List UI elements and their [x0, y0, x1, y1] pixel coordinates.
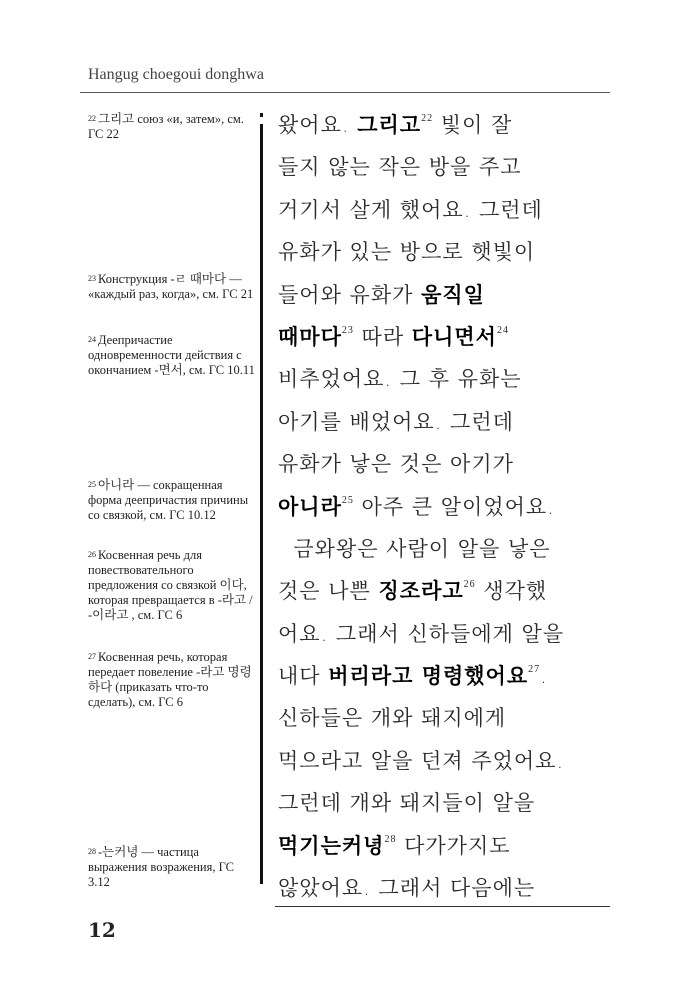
- bold-term: 버리라고 명령했어요: [328, 664, 529, 689]
- text-line: [278, 825, 618, 867]
- bold-term: 징조라고: [378, 579, 464, 604]
- text-segment: 아기를 배었어요. 그런데: [278, 409, 514, 434]
- text-segment: 빛이 잘: [433, 113, 513, 137]
- footnote-text: 그리고 союз «и, затем», см. ГС 22: [88, 112, 244, 141]
- bold-term: 먹기는커녕: [278, 833, 385, 858]
- text-line: [278, 486, 618, 528]
- footnote-27: [88, 650, 258, 710]
- footnote-23: [88, 272, 258, 302]
- text-line: [278, 443, 618, 485]
- bold-term: 때마다: [278, 324, 342, 349]
- text-segment: 다가가지도: [396, 833, 511, 858]
- text-segment: 아주 큰 알이었어요.: [353, 494, 555, 519]
- footnote-text: Косвенная речь для повествовательного предложения со связкой 이다, которая превращается в -라고 / -이라고 , см. ГС 6: [88, 548, 253, 622]
- bold-term: 아니라: [278, 494, 342, 519]
- footnote-25: [88, 478, 258, 523]
- running-head: Hangug choegoui donghwa: [88, 66, 264, 83]
- text-segment: 않았어요. 그래서 다음에는: [278, 876, 536, 901]
- text-segment: 유화가 있는 방으로 햇빛이: [278, 240, 536, 265]
- text-line: [278, 274, 618, 316]
- footnote-number: 27: [88, 652, 96, 661]
- header-rule: [80, 92, 610, 93]
- footnote-24: [88, 333, 258, 378]
- footnote-ref: 24: [496, 324, 509, 336]
- text-line: [278, 782, 618, 824]
- bold-term: 움직일: [421, 282, 485, 307]
- text-segment: 왔어요.: [278, 113, 358, 137]
- text-line: [278, 528, 618, 570]
- text-segment: 신하들은 개와 돼지에게: [278, 706, 507, 731]
- bar-top-dot: [260, 113, 263, 117]
- text-segment: 그런데 개와 돼지들이 알을: [278, 791, 536, 816]
- footnote-ref: 23: [341, 324, 354, 336]
- footnote-text: 아니라 — сокращенная форма деепричастия причины со связкой, см. ГС 10.12: [88, 478, 249, 522]
- text-segment: 따라: [353, 324, 412, 349]
- text-line: [278, 401, 618, 443]
- text-line: [278, 146, 618, 188]
- text-segment: 거기서 살게 했어요. 그런데: [278, 197, 543, 222]
- text-segment: .: [540, 664, 548, 689]
- text-line: [278, 570, 618, 612]
- bold-term: 그리고: [357, 113, 422, 137]
- footnote-number: 25: [88, 480, 96, 489]
- footnote-26: [88, 548, 258, 623]
- text-segment: 금와왕은 사람이 알을 낳은: [278, 536, 551, 561]
- footnote-ref: 25: [341, 494, 354, 506]
- text-line: [278, 358, 618, 400]
- footnote-text: Конструкция -ㄹ 때마다 — «каждый раз, когда», см. ГС 21: [88, 272, 254, 301]
- text-line: [278, 316, 618, 358]
- main-text: [278, 104, 618, 909]
- text-line: [278, 189, 618, 231]
- footnote-28: [88, 845, 258, 890]
- bold-term: 다니면서: [411, 324, 497, 349]
- footnote-ref: 26: [463, 579, 476, 591]
- text-line: [278, 231, 618, 273]
- footnote-ref: 27: [528, 664, 541, 676]
- vertical-bar: [260, 124, 263, 880]
- text-segment: 것은 나쁜: [278, 579, 379, 604]
- bar-bottom-dot: [260, 880, 263, 884]
- footnote-number: 26: [88, 550, 96, 559]
- text-line: [278, 104, 618, 146]
- text-segment: 어요. 그래서 신하들에게 알을: [278, 621, 565, 646]
- footer-rule: [275, 906, 610, 907]
- footnote-number: 28: [88, 847, 96, 856]
- footnote-ref: 22: [421, 113, 434, 124]
- footnote-text: Косвенная речь, которая передает повеление -라고 명령하다 (приказать что-то сделать), см. ГС 6: [88, 650, 252, 709]
- text-line: [278, 697, 618, 739]
- text-line: [278, 655, 618, 697]
- footnote-ref: 28: [384, 833, 397, 845]
- text-segment: 들지 않는 작은 방을 주고: [278, 155, 522, 180]
- footnote-text: Деепричастие одновременности действия с окончанием -면서, см. ГС 10.11: [88, 333, 255, 377]
- text-line: [278, 867, 618, 909]
- page-number: 12: [88, 918, 116, 942]
- text-segment: 들어와 유화가: [278, 282, 422, 307]
- text-segment: 먹으라고 알을 던져 주었어요.: [278, 748, 565, 773]
- text-segment: 생각했: [475, 579, 548, 604]
- footnote-number: 23: [88, 274, 96, 283]
- footnote-number: 22: [88, 114, 96, 123]
- text-line: [278, 613, 618, 655]
- text-segment: 내다: [278, 664, 329, 689]
- text-line: [278, 740, 618, 782]
- footnote-number: 24: [88, 335, 96, 344]
- footnote-text: -는커녕 — частица выражения возражения, ГС 3.12: [88, 845, 234, 889]
- text-segment: 비추었어요. 그 후 유화는: [278, 367, 522, 392]
- text-segment: 유화가 낳은 것은 아기가: [278, 452, 514, 477]
- footnote-22: [88, 112, 258, 142]
